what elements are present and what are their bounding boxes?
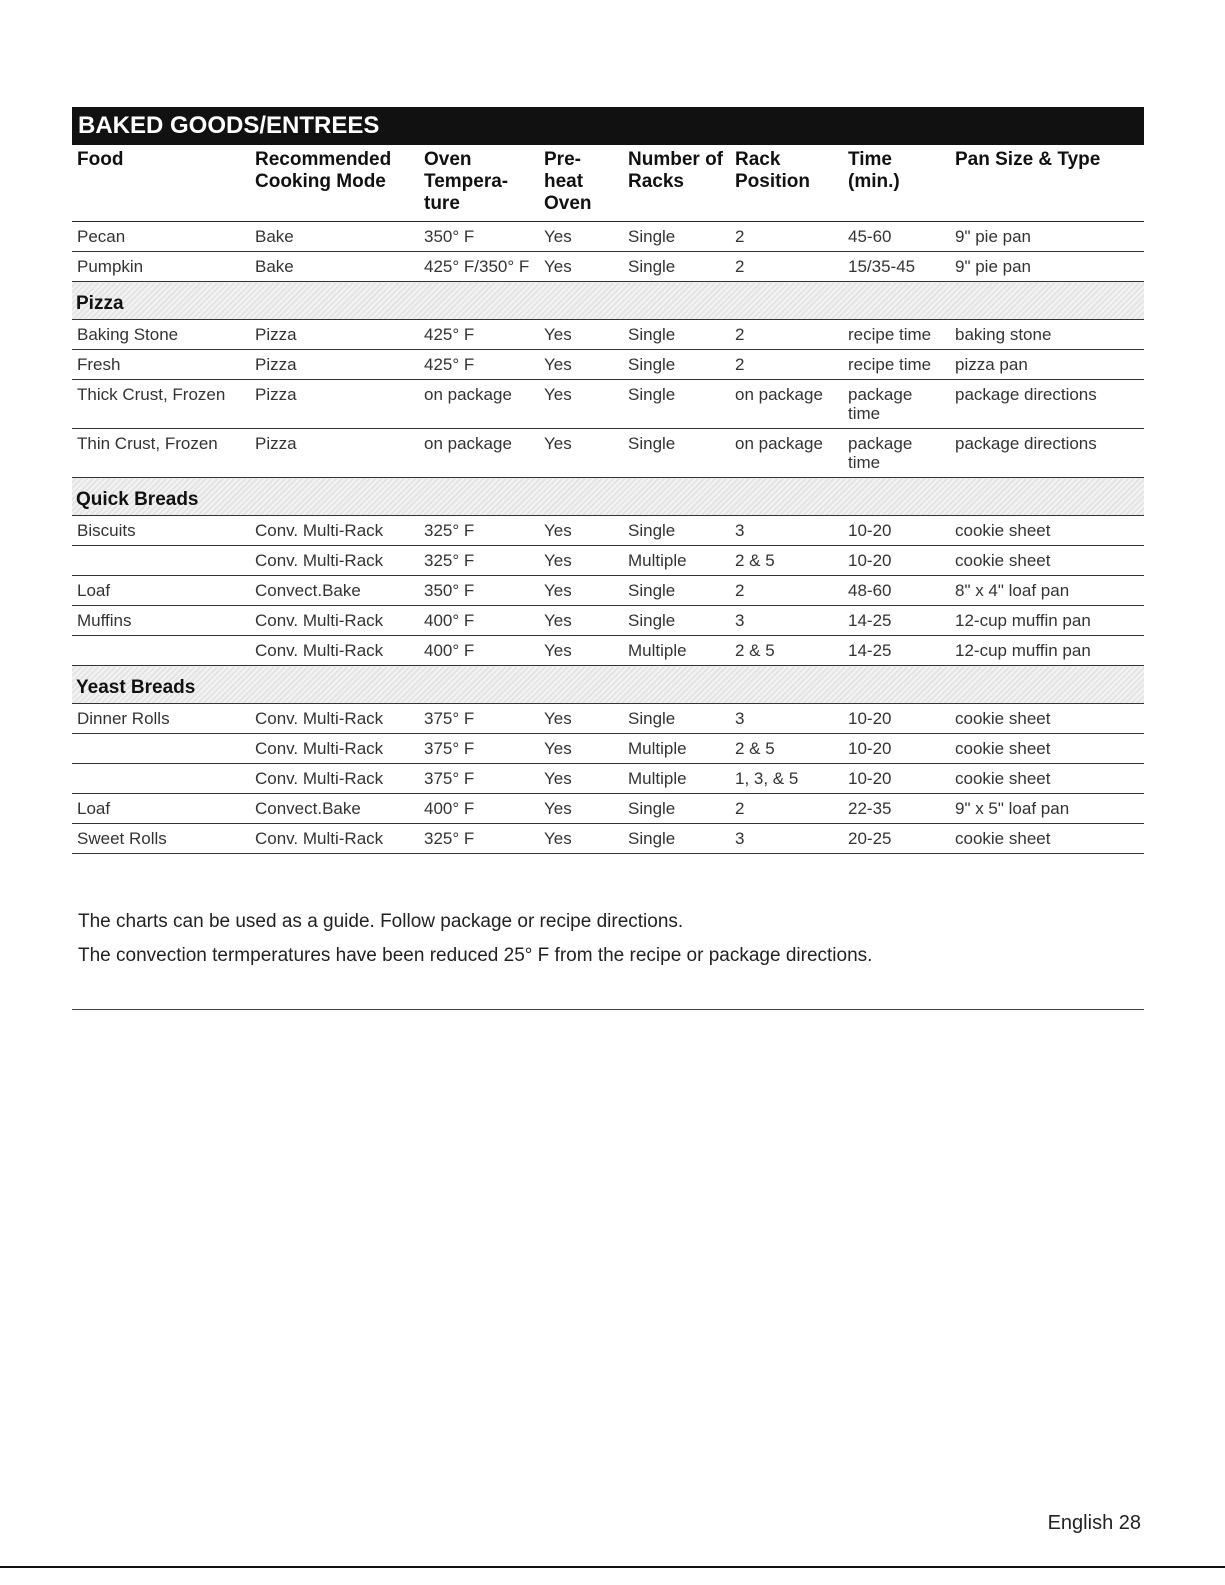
table-cell: Pizza (250, 320, 419, 350)
table-cell: 14-25 (843, 636, 950, 666)
page-number: English 28 (1047, 1512, 1141, 1534)
table-cell: Single (623, 704, 730, 734)
table-cell: 2 (730, 320, 843, 350)
table-cell: Convect.Bake (250, 576, 419, 606)
table-cell: on package (419, 380, 539, 429)
table-row (72, 380, 1144, 429)
table-body (72, 222, 1144, 854)
table-cell: cookie sheet (950, 764, 1144, 794)
table-cell: 20-25 (843, 824, 950, 854)
table-cell: Single (623, 794, 730, 824)
table-cell: Single (623, 606, 730, 636)
table-cell: Yes (539, 252, 623, 282)
table-cell: Pecan (72, 222, 250, 252)
table-cell: baking stone (950, 320, 1144, 350)
table-cell: Yes (539, 576, 623, 606)
table-cell: 2 (730, 794, 843, 824)
page-bottom-border (0, 1566, 1225, 1568)
table-row (72, 252, 1144, 282)
table-cell: Thin Crust, Frozen (72, 429, 250, 478)
table-cell: 2 (730, 252, 843, 282)
column-header: Pan Size & Type (950, 145, 1144, 222)
table-cell: Single (623, 516, 730, 546)
table-cell: 9" pie pan (950, 222, 1144, 252)
table-cell: 15/35-45 (843, 252, 950, 282)
table-cell: Conv. Multi-Rack (250, 704, 419, 734)
table-cell: 400° F (419, 794, 539, 824)
table-cell: 14-25 (843, 606, 950, 636)
table-cell: 400° F (419, 606, 539, 636)
table-cell: Conv. Multi-Rack (250, 606, 419, 636)
table-cell: Single (623, 824, 730, 854)
table-cell: Yes (539, 429, 623, 478)
table-cell: 2 & 5 (730, 546, 843, 576)
table-cell: Yes (539, 764, 623, 794)
table-row (72, 350, 1144, 380)
table-cell: Loaf (72, 576, 250, 606)
table-cell: package directions (950, 380, 1144, 429)
table-row (72, 320, 1144, 350)
table-cell: Single (623, 380, 730, 429)
table-cell: package directions (950, 429, 1144, 478)
section-header-row (72, 666, 1144, 704)
section-title: Yeast Breads (72, 666, 1144, 704)
table-row (72, 222, 1144, 252)
baked-goods-table (72, 145, 1144, 854)
column-header: Food (72, 145, 250, 222)
table-cell: 12-cup muffin pan (950, 636, 1144, 666)
column-header: Pre- heat Oven (539, 145, 623, 222)
table-cell: 350° F (419, 576, 539, 606)
table-cell: 325° F (419, 516, 539, 546)
table-cell: pizza pan (950, 350, 1144, 380)
table-row (72, 794, 1144, 824)
table-cell: 10-20 (843, 764, 950, 794)
table-cell: Yes (539, 222, 623, 252)
table-cell: 3 (730, 704, 843, 734)
table-cell: 425° F/350° F (419, 252, 539, 282)
table-cell: 48-60 (843, 576, 950, 606)
table-cell: Thick Crust, Frozen (72, 380, 250, 429)
table-cell: 9" x 5" loaf pan (950, 794, 1144, 824)
table-cell: Yes (539, 636, 623, 666)
table-cell: on package (419, 429, 539, 478)
table-cell: 8" x 4" loaf pan (950, 576, 1144, 606)
table-cell: 350° F (419, 222, 539, 252)
section-title: Quick Breads (72, 478, 1144, 516)
table-cell: Single (623, 576, 730, 606)
table-row (72, 429, 1144, 478)
table-cell: Pizza (250, 429, 419, 478)
column-header: Rack Position (730, 145, 843, 222)
table-cell: Single (623, 252, 730, 282)
table-cell: cookie sheet (950, 704, 1144, 734)
table-cell: Multiple (623, 636, 730, 666)
table-cell: 2 & 5 (730, 734, 843, 764)
table-row (72, 734, 1144, 764)
table-cell: 10-20 (843, 734, 950, 764)
table-cell: 2 (730, 222, 843, 252)
table-cell: cookie sheet (950, 546, 1144, 576)
table-cell: 375° F (419, 734, 539, 764)
table-cell: Single (623, 222, 730, 252)
table-cell: cookie sheet (950, 516, 1144, 546)
table-cell: 400° F (419, 636, 539, 666)
table-cell: 45-60 (843, 222, 950, 252)
table-cell: Yes (539, 320, 623, 350)
section-title: Pizza (72, 282, 1144, 320)
table-cell: Yes (539, 546, 623, 576)
divider-line (72, 1009, 1144, 1010)
table-cell: Yes (539, 350, 623, 380)
table-header (72, 145, 1144, 222)
table-cell: Conv. Multi-Rack (250, 734, 419, 764)
table-cell: Conv. Multi-Rack (250, 824, 419, 854)
table-cell: Conv. Multi-Rack (250, 764, 419, 794)
table-row (72, 516, 1144, 546)
table-cell: 425° F (419, 350, 539, 380)
table-cell: package time (843, 380, 950, 429)
table-cell: Bake (250, 252, 419, 282)
table-cell: 3 (730, 516, 843, 546)
table-cell: 2 (730, 576, 843, 606)
table-row (72, 546, 1144, 576)
table-cell: Conv. Multi-Rack (250, 636, 419, 666)
table-cell: 1, 3, & 5 (730, 764, 843, 794)
table-cell (72, 546, 250, 576)
table-cell: Baking Stone (72, 320, 250, 350)
table-row (72, 764, 1144, 794)
column-header: Recommended Cooking Mode (250, 145, 419, 222)
table-cell: Biscuits (72, 516, 250, 546)
header-row (72, 145, 1144, 222)
table-cell: 12-cup muffin pan (950, 606, 1144, 636)
table-cell: Yes (539, 794, 623, 824)
table-cell: on package (730, 380, 843, 429)
table-cell: Single (623, 320, 730, 350)
section-header-row (72, 282, 1144, 320)
table-cell: 325° F (419, 546, 539, 576)
table-cell (72, 764, 250, 794)
table-cell: 325° F (419, 824, 539, 854)
notes (78, 911, 872, 979)
table-cell: recipe time (843, 350, 950, 380)
table-row (72, 606, 1144, 636)
table-cell: Multiple (623, 734, 730, 764)
table-cell: 425° F (419, 320, 539, 350)
table-cell: package time (843, 429, 950, 478)
table-cell: 22-35 (843, 794, 950, 824)
baked-goods-table-container (72, 107, 1144, 854)
table-cell: Muffins (72, 606, 250, 636)
table-cell: 3 (730, 606, 843, 636)
table-row (72, 576, 1144, 606)
table-cell: Single (623, 350, 730, 380)
table-cell: Conv. Multi-Rack (250, 516, 419, 546)
table-cell: Loaf (72, 794, 250, 824)
table-cell: 2 & 5 (730, 636, 843, 666)
column-header: Oven Tempera- ture (419, 145, 539, 222)
note-guide: The charts can be used as a guide. Follow package or recipe directions. (78, 911, 684, 932)
table-cell: Yes (539, 704, 623, 734)
table-cell: Convect.Bake (250, 794, 419, 824)
table-cell: 3 (730, 824, 843, 854)
table-cell: cookie sheet (950, 824, 1144, 854)
table-cell: Sweet Rolls (72, 824, 250, 854)
table-cell: 10-20 (843, 546, 950, 576)
table-cell: Pumpkin (72, 252, 250, 282)
table-row (72, 636, 1144, 666)
table-cell: cookie sheet (950, 734, 1144, 764)
table-cell: Conv. Multi-Rack (250, 546, 419, 576)
table-cell: 375° F (419, 764, 539, 794)
table-row (72, 704, 1144, 734)
table-cell: Fresh (72, 350, 250, 380)
table-cell: Multiple (623, 764, 730, 794)
note-convection: The convection termperatures have been reduced 25° F from the recipe or package directions. (78, 945, 873, 966)
table-cell: 10-20 (843, 704, 950, 734)
column-header: Number of Racks (623, 145, 730, 222)
table-cell: Yes (539, 606, 623, 636)
table-cell: Bake (250, 222, 419, 252)
column-header: Time (min.) (843, 145, 950, 222)
table-cell (72, 636, 250, 666)
table-row (72, 824, 1144, 854)
table-cell: Yes (539, 734, 623, 764)
table-cell: Dinner Rolls (72, 704, 250, 734)
table-cell: recipe time (843, 320, 950, 350)
table-cell: Pizza (250, 350, 419, 380)
table-cell: Single (623, 429, 730, 478)
table-cell: Pizza (250, 380, 419, 429)
section-header-row (72, 478, 1144, 516)
table-cell: Yes (539, 380, 623, 429)
table-title: BAKED GOODS/ENTREES (72, 107, 1144, 145)
table-cell: Yes (539, 824, 623, 854)
table-cell: 9" pie pan (950, 252, 1144, 282)
table-cell: 2 (730, 350, 843, 380)
table-cell: on package (730, 429, 843, 478)
table-cell: Multiple (623, 546, 730, 576)
table-cell: 10-20 (843, 516, 950, 546)
table-cell: 375° F (419, 704, 539, 734)
table-cell (72, 734, 250, 764)
table-cell: Yes (539, 516, 623, 546)
